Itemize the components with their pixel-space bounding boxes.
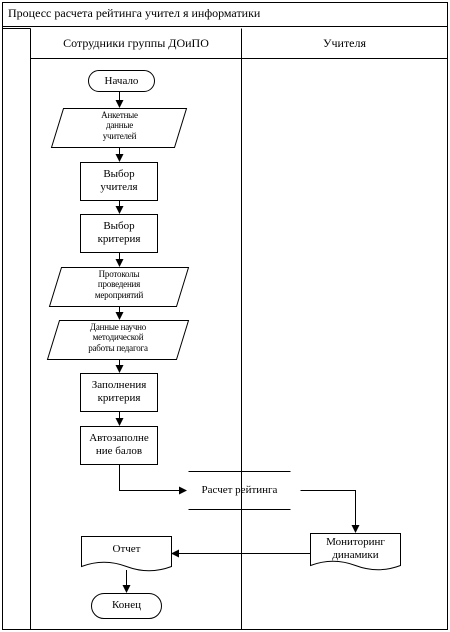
survey-data-label: Анкетные данные учителей xyxy=(101,110,138,141)
connector-autofill-rating xyxy=(120,465,187,491)
end-label: Конец xyxy=(112,599,141,611)
autofill-scores-label: Автозаполне ние балов xyxy=(89,432,149,457)
lane-label-teachers: Учителя xyxy=(322,36,367,50)
lane-label-staff: Сотрудники группы ДОиПО xyxy=(63,36,209,50)
rating-calc-label: Расчет рейтинга xyxy=(201,484,278,496)
event-protocols-label: Протоколы проведения мероприятий xyxy=(94,269,144,300)
fill-criterion-label: Заполнения критерия xyxy=(91,379,147,404)
diagram-title: Процесс расчета рейтинга учител я информатики xyxy=(8,6,261,20)
select-criterion-label: Выбор критерия xyxy=(97,220,141,245)
methodical-data-label: Данные научно методической работы педагога xyxy=(88,322,148,353)
report-label: Отчет xyxy=(112,543,141,555)
select-teacher-label: Выбор учителя xyxy=(100,168,138,193)
start-label: Начало xyxy=(104,75,139,87)
dynamics-monitoring-label: Мониторинг динамики xyxy=(326,536,385,561)
connector-rating-monitoring xyxy=(301,491,356,533)
